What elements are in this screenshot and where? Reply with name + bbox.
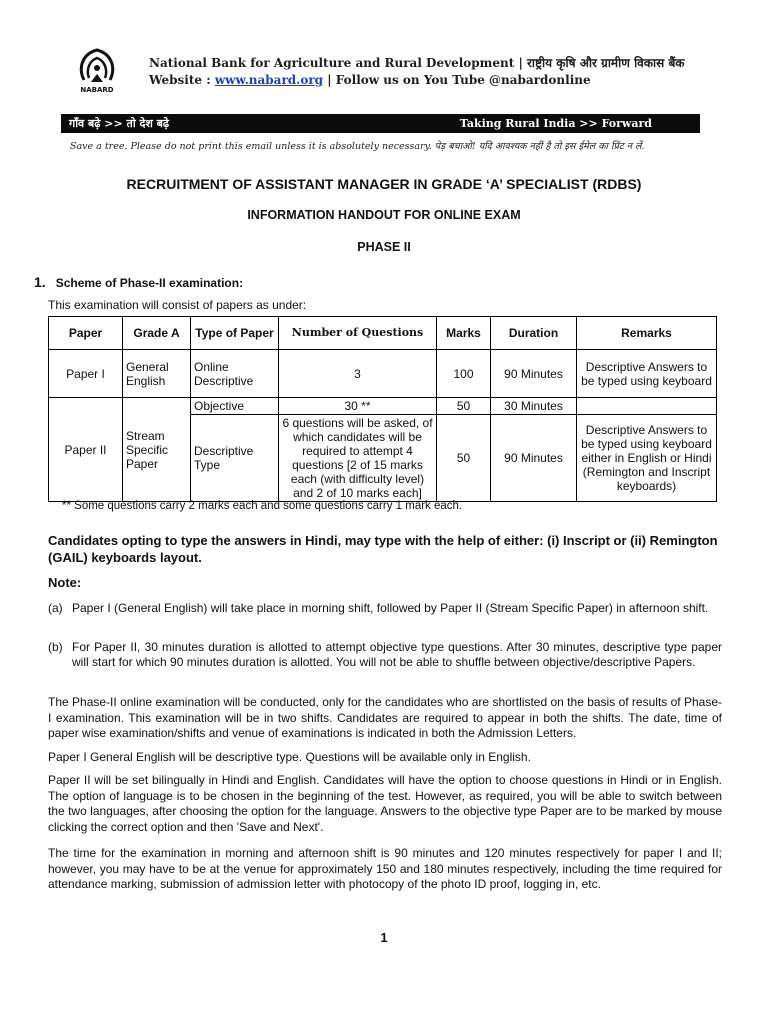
note-heading: Note: bbox=[48, 575, 82, 590]
section-title: Scheme of Phase-II examination: bbox=[55, 276, 244, 290]
header-paper: Paper bbox=[49, 317, 123, 350]
hindi-typing-note: Candidates opting to type the answers in Hindi, may type with the help of either: (i) Inscript or (ii) Remington (GAIL) keyboards layout. bbox=[48, 533, 718, 565]
note-item bbox=[48, 601, 722, 616]
slogan-banner bbox=[61, 114, 700, 133]
document-title: RECRUITMENT OF ASSISTANT MANAGER IN GRADE ‘A’ SPECIALIST (RDBS) bbox=[126, 176, 642, 192]
header-duration: Duration bbox=[491, 317, 577, 350]
table-header-row bbox=[49, 317, 717, 350]
header-type: Type of Paper bbox=[191, 317, 279, 350]
table-footnote: ** Some questions carry 2 marks each and some questions carry 1 mark each. bbox=[62, 500, 463, 512]
phase-title: PHASE II bbox=[357, 240, 411, 254]
cell-grade: Stream Specific Paper bbox=[123, 398, 191, 502]
cell-duration: 30 Minutes bbox=[491, 398, 577, 415]
save-tree-notice: Save a tree. Please do not print this email unless it is absolutely necessary. पेड़ बचाओ! यदि आवश्यक नहीं है तो इस ईमेल का प्रिंट न लें. bbox=[70, 141, 645, 152]
header-grade: Grade A bbox=[123, 317, 191, 350]
website-label: Website : bbox=[149, 73, 211, 87]
cell-questions: 6 questions will be asked, of which candidates will be required to attempt 4 questions [2 of 15 marks each (with difficulty level) and 2 of 10 marks each] bbox=[279, 415, 437, 502]
organization-name: National Bank for Agriculture and Rural Development | राष्ट्रीय कृषि और ग्रामीण विकास बैंक bbox=[149, 56, 685, 70]
table-row bbox=[49, 398, 717, 415]
follow-text: | Follow us on You Tube @nabardonline bbox=[327, 73, 591, 87]
section-heading bbox=[34, 274, 243, 290]
banner-english-slogan: Taking Rural India >> Forward bbox=[459, 117, 652, 130]
cell-duration: 90 Minutes bbox=[491, 415, 577, 502]
cell-remarks bbox=[577, 398, 717, 415]
cell-questions: 3 bbox=[279, 350, 437, 398]
website-line bbox=[149, 73, 591, 87]
logo-label: NABARD bbox=[80, 86, 114, 94]
cell-paper: Paper II bbox=[49, 398, 123, 502]
cell-remarks: Descriptive Answers to be typed using keyboard bbox=[577, 350, 717, 398]
banner-hindi-slogan: गाँव बढ़े >> तो देश बढ़े bbox=[69, 117, 170, 130]
header-remarks: Remarks bbox=[577, 317, 717, 350]
cell-questions: 30 ** bbox=[279, 398, 437, 415]
header-questions: Number of Questions bbox=[279, 317, 437, 350]
paragraph: Paper I General English will be descriptive type. Questions will be available only in English. bbox=[48, 750, 531, 764]
cell-paper: Paper I bbox=[49, 350, 123, 398]
note-item-text: For Paper II, 30 minutes duration is allotted to attempt objective type questions. After 30 minutes, descriptive type paper will start for which 90 minutes duration is allotted. You will not be able to shuffle between objective/descriptive Papers. bbox=[72, 640, 722, 669]
note-item-text: Paper I (General English) will take place in morning shift, followed by Paper II (Stream Specific Paper) in afternoon shift. bbox=[72, 601, 709, 615]
paragraph: The Phase-II online examination will be conducted, only for the candidates who are shortlisted on the basis of results of Phase-I examination. This examination will be in two shifts. Candidates are required to appear in both the shifts. The date, time of paper wise examination/shifts and venue of examinations is indicated in both the Admission Letters. bbox=[48, 695, 722, 740]
note-item-label: (b) bbox=[48, 640, 63, 654]
paragraph: The time for the examination in morning and afternoon shift is 90 minutes and 120 minutes respectively for paper I and II; however, you may have to be at the venue for approximately 150 and 180 minutes respectively, including the time required for attendance marking, submission of admission letter with photocopy of the photo ID proof, logging in, etc. bbox=[48, 846, 722, 891]
cell-remarks: Descriptive Answers to be typed using keyboard either in English or Hindi (Remington and Inscript keyboards) bbox=[577, 415, 717, 502]
header-marks: Marks bbox=[437, 317, 491, 350]
document-subtitle: INFORMATION HANDOUT FOR ONLINE EXAM bbox=[247, 208, 521, 222]
section-intro: This examination will consist of papers as under: bbox=[48, 298, 307, 312]
note-item-label: (a) bbox=[48, 601, 63, 615]
website-link[interactable]: www.nabard.org bbox=[214, 73, 324, 87]
cell-type: Objective bbox=[191, 398, 279, 415]
section-number: 1. bbox=[34, 274, 46, 290]
cell-grade: General English bbox=[123, 350, 191, 398]
cell-marks: 100 bbox=[437, 350, 491, 398]
cell-type: Descriptive Type bbox=[191, 415, 279, 502]
cell-type: Online Descriptive bbox=[191, 350, 279, 398]
cell-marks: 50 bbox=[437, 398, 491, 415]
note-item bbox=[48, 640, 722, 670]
table-row bbox=[49, 350, 717, 398]
cell-duration: 90 Minutes bbox=[491, 350, 577, 398]
page-number: 1 bbox=[380, 930, 388, 945]
exam-scheme-table bbox=[48, 316, 717, 502]
paragraph: Paper II will be set bilingually in Hindi and English. Candidates will have the option to choose questions in Hindi or in English. The option of language is to be chosen in the beginning of the test. However, as required, you will be able to switch between the two languages, after choosing the option for the language. Answers to the objective type Paper are to be marked by mouse clicking the correct option and then 'Save and Next'. bbox=[48, 773, 722, 834]
cell-marks: 50 bbox=[437, 415, 491, 502]
